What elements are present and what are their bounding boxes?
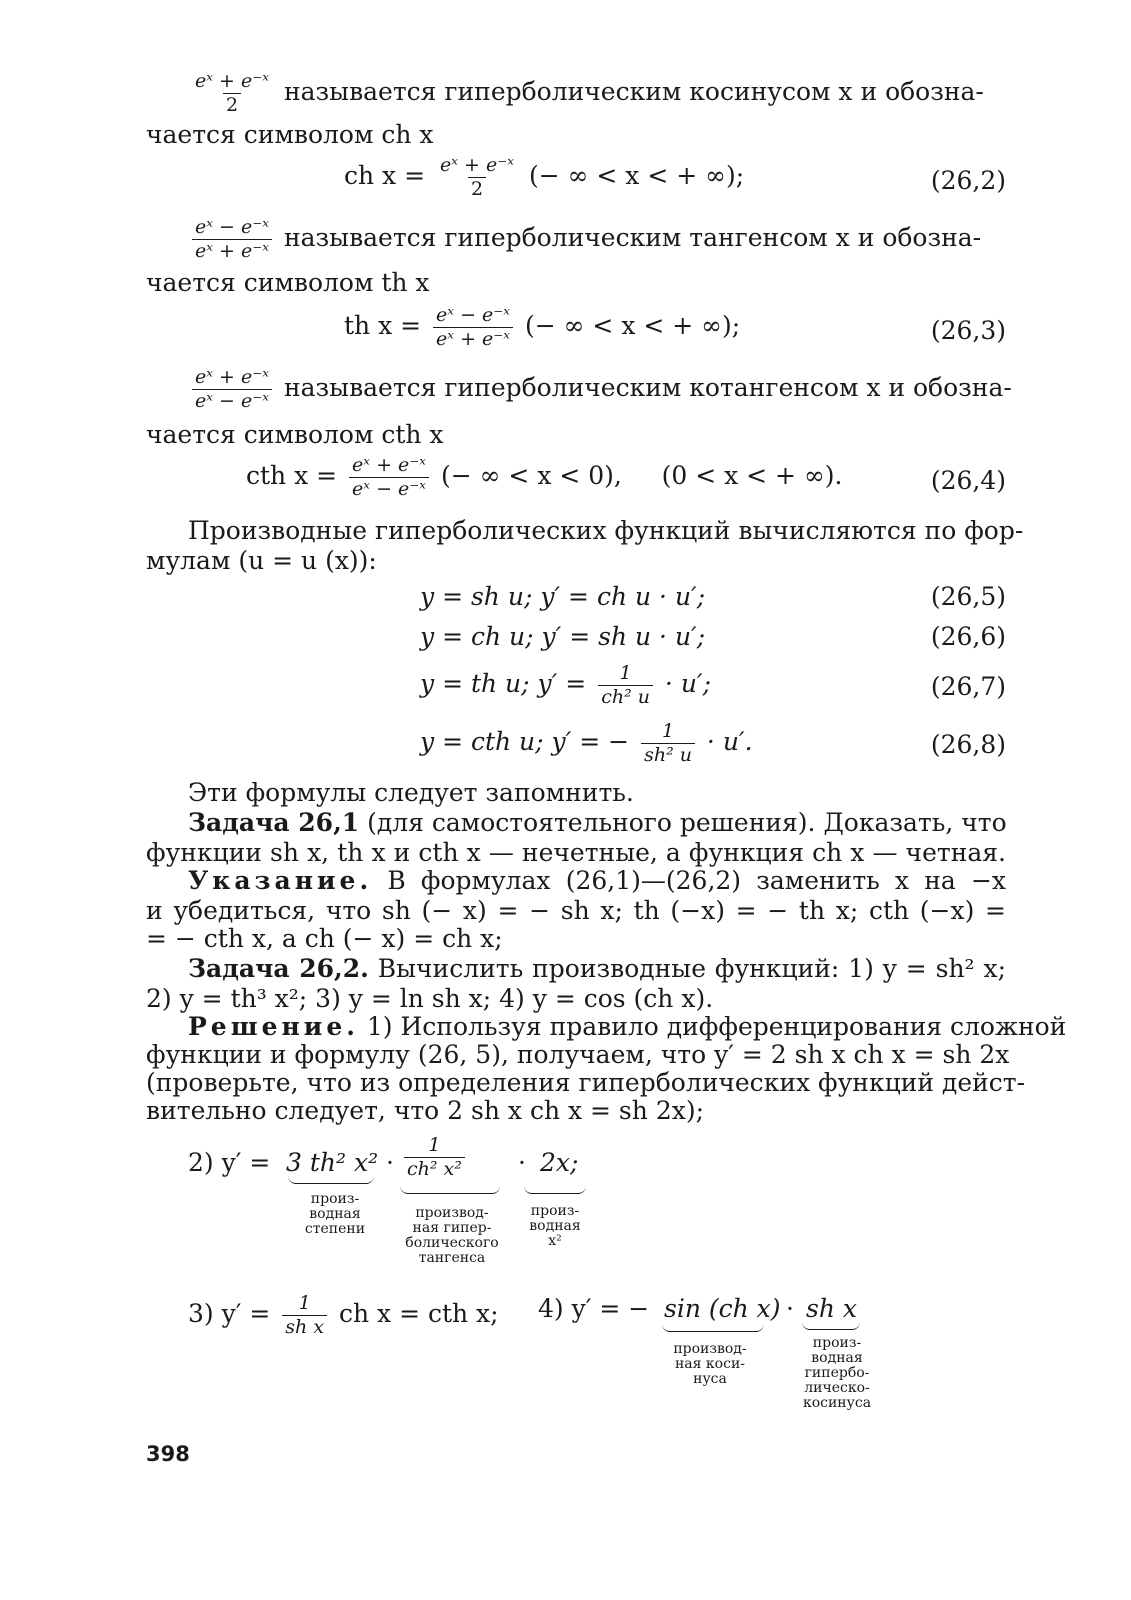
example-2-left: 2) y′ = <box>188 1148 271 1177</box>
task-26-1-line1: Задача 26,1 (для самостоятельного решения). Доказать, что <box>188 808 1007 837</box>
equation-label-26-5: (26,5) <box>930 582 1006 611</box>
example-4-brace1 <box>662 1324 764 1332</box>
coth-definition-line1 <box>188 366 1012 412</box>
example-2-fraction: $\frac{1}{\text{ch² x²}}$ <box>400 1136 469 1179</box>
cosh-fraction: $\frac{\text{eˣ + e⁻ˣ}}{2}$ <box>195 70 270 116</box>
example-2-note-tanh: производ- ная гипер- болического тангенса <box>405 1205 499 1266</box>
example-2-brace2 <box>400 1186 500 1194</box>
cosh-text: называется гиперболическим косинусом x и обозна- <box>283 77 984 106</box>
example-2-note-x2: произ- водная x² <box>529 1203 581 1249</box>
equation-label-26-2: (26,2) <box>930 166 1006 195</box>
derivatives-intro-line1: Производные гиперболических функций вычисляются по фор- <box>188 516 1024 545</box>
tanh-text: называется гиперболическим тангенсом x и обозна- <box>283 223 982 252</box>
task-26-2-title: Задача 26,2. <box>188 954 369 983</box>
task-26-1-line2: функции sh x, th x и cth x — нечетные, а функция ch x — четная. <box>146 838 1006 867</box>
formula-26-6: y = ch u; y′ = sh u · u′; <box>420 622 706 651</box>
hint-line3: = − cth x, а ch (− x) = ch x; <box>146 924 503 953</box>
equation-label-26-3: (26,3) <box>930 316 1006 345</box>
coth-fraction: $\frac{\text{eˣ + e⁻ˣ}}{\text{eˣ − e⁻ˣ}}$ <box>192 368 272 411</box>
example-4-note-cos: производ- ная коси- нуса <box>673 1341 747 1387</box>
task-26-2-line2: 2) y = th³ x²; 3) y = ln sh x; 4) y = cos (ch x). <box>146 984 714 1013</box>
remember-note: Эти формулы следует запомнить. <box>188 778 634 807</box>
cosh-definition-line2: чается символом ch x <box>146 120 434 149</box>
formula-26-7: y = th u; y′ = $\frac{1}{\text{ch² u}}$ · u′; <box>420 662 712 708</box>
hint-line1: Указание. В формулах (26,1)—(26,2) заменить x на −x <box>188 866 1006 895</box>
solution-line2: функции и формулу (26, 5), получаем, что y′ = 2 sh x ch x = sh 2x <box>146 1040 1010 1069</box>
example-2-dot2: · <box>518 1148 526 1177</box>
coth-text: называется гиперболическим котангенсом x и обозна- <box>283 373 1012 402</box>
example-4-left: 4) y′ = − <box>538 1294 650 1323</box>
cosh-definition-line1 <box>188 72 1006 115</box>
formula-26-8: y = cth u; y′ = − $\frac{1}{\text{sh² u}}$ · u′. <box>420 720 753 766</box>
equation-label-26-8: (26,8) <box>930 730 1006 759</box>
example-2-term-x: 2x; <box>540 1148 579 1177</box>
derivatives-intro-line2: мулам (u = u (x)): <box>146 546 377 575</box>
task-26-1-title: Задача 26,1 <box>188 808 360 837</box>
coth-equation: cth x = $\frac{\text{eˣ + e⁻ˣ}}{\text{eˣ − e⁻ˣ}}$ (− ∞ < x < 0), (0 < x < + ∞). <box>246 454 843 500</box>
example-2-term-power: 3 th² x² <box>286 1148 379 1177</box>
equation-label-26-6: (26,6) <box>930 622 1006 651</box>
solution-title: Решение. <box>188 1012 359 1041</box>
cosh-equation: ch x = $\frac{\text{eˣ + e⁻ˣ}}{2}$ (− ∞ < x < + ∞); <box>344 154 745 200</box>
formula-26-5: y = sh u; y′ = ch u · u′; <box>420 582 706 611</box>
solution-line4: вительно следует, что 2 sh x ch x = sh 2x); <box>146 1096 704 1125</box>
example-2-dot: · <box>386 1148 394 1177</box>
equation-label-26-7: (26,7) <box>930 672 1006 701</box>
task-26-2-line1: Задача 26,2. Вычислить производные функций: 1) y = sh² x; <box>188 954 1006 983</box>
example-4-dot: · <box>786 1294 794 1323</box>
hint-title: Указание. <box>188 866 373 895</box>
example-4-term-sh: sh x <box>806 1294 857 1323</box>
solution-line3: (проверьте, что из определения гиперболических функций дейст- <box>146 1068 1026 1097</box>
solution-line1: Решение. 1) Используя правило дифференцирования сложной <box>188 1012 1067 1041</box>
coth-definition-line2: чается символом cth x <box>146 420 444 449</box>
example-4-note-cosh: произ- водная гипербо- лическо- косинуса <box>802 1335 872 1411</box>
example-2-brace1 <box>288 1176 374 1184</box>
example-2-note-power: произ- водная степени <box>304 1191 366 1237</box>
example-2-brace3 <box>524 1186 586 1194</box>
example-4-term-sin: sin (ch x) <box>664 1294 781 1323</box>
equation-label-26-4: (26,4) <box>930 466 1006 495</box>
example-4-brace2 <box>802 1322 860 1330</box>
tanh-equation: th x = $\frac{\text{eˣ − e⁻ˣ}}{\text{eˣ + e⁻ˣ}}$ (− ∞ < x < + ∞); <box>344 304 741 350</box>
example-3: 3) y′ = $\frac{1}{\text{sh x}}$ ch x = cth x; <box>188 1292 499 1338</box>
tanh-definition-line1 <box>188 218 1006 261</box>
tanh-fraction: $\frac{\text{eˣ − e⁻ˣ}}{\text{eˣ + e⁻ˣ}}$ <box>192 218 272 261</box>
page-number: 398 <box>146 1442 190 1466</box>
tanh-definition-line2: чается символом th x <box>146 268 430 297</box>
hint-line2: и убедиться, что sh (− x) = − sh x; th (−x) = − th x; cth (−x) = <box>146 896 1006 925</box>
